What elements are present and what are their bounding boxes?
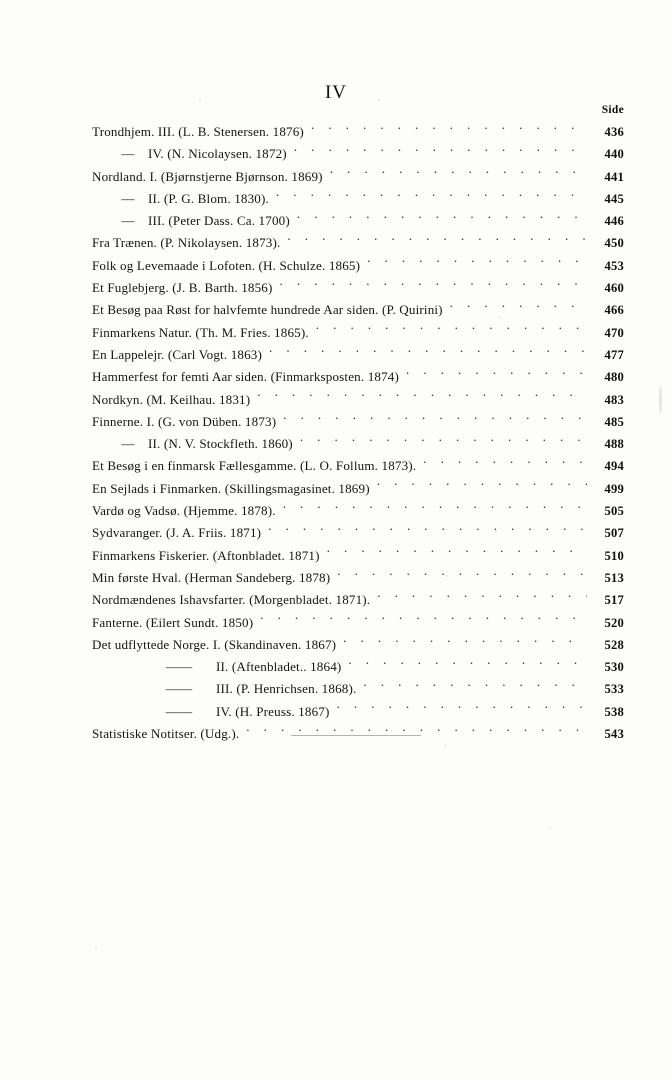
toc-entry[interactable] xyxy=(92,500,624,522)
scan-speck xyxy=(378,99,380,101)
toc-entry[interactable] xyxy=(92,567,624,589)
toc-entry-label: Et Besøg paa Røst for halvfemte hundrede Aar siden. (P. Quirini) xyxy=(92,302,443,318)
toc-entry[interactable] xyxy=(92,455,624,477)
toc-leader-dots xyxy=(300,435,587,448)
toc-entry-label: III. (P. Henrichsen. 1868). xyxy=(216,681,357,697)
toc-entry[interactable] xyxy=(92,678,624,700)
toc-entry-page-number: 488 xyxy=(604,437,624,452)
toc-leader-dots xyxy=(450,301,587,314)
toc-entry-page-number: 517 xyxy=(604,593,624,608)
toc-entry-page-number: 466 xyxy=(604,303,624,318)
toc-entry-page-number: 436 xyxy=(604,125,624,139)
toc-entry[interactable] xyxy=(92,389,624,411)
toc-entry-title xyxy=(142,656,341,677)
toc-entry[interactable] xyxy=(92,277,624,299)
toc-entry[interactable] xyxy=(92,232,624,254)
toc-entry-title xyxy=(92,322,309,343)
toc-entry-label: Fra Trænen. (P. Nikolaysen. 1873). xyxy=(92,235,281,251)
toc-leader-dots xyxy=(377,591,587,604)
toc-leader-dots xyxy=(330,168,587,181)
toc-entry-title xyxy=(92,277,273,298)
toc-entry-page-number: 470 xyxy=(604,325,624,340)
toc-entry-label: Sydvaranger. (J. A. Friis. 1871) xyxy=(92,525,262,541)
toc-entry[interactable] xyxy=(92,143,624,165)
toc-entry[interactable] xyxy=(92,166,624,188)
toc-leader-dots xyxy=(367,257,587,270)
page-column-heading: Side xyxy=(601,104,624,116)
toc-entry[interactable] xyxy=(92,411,624,433)
toc-leader-dots xyxy=(260,614,587,627)
toc-entry-label: II. (P. G. Blom. 1830). xyxy=(148,190,269,206)
scan-speck xyxy=(549,827,551,829)
toc-leader-dots xyxy=(283,413,587,426)
toc-leader-dots xyxy=(276,190,587,203)
toc-entry-label: Min første Hval. (Herman Sandeberg. 1878) xyxy=(92,569,331,585)
toc-entry-page-number: 485 xyxy=(604,414,624,429)
toc-entry-page-number: 494 xyxy=(604,459,624,474)
toc-entry-page-number: 528 xyxy=(604,637,624,652)
toc-entry-page-number: 530 xyxy=(604,660,624,675)
toc-entry-page-number: 445 xyxy=(604,191,624,206)
toc-entry-label: II. (Aftenbladet.. 1864) xyxy=(216,659,342,675)
toc-entry-title xyxy=(92,366,399,387)
toc-leader-dots xyxy=(269,346,587,359)
toc-entry-title xyxy=(92,255,360,276)
toc-entry-title xyxy=(92,567,330,588)
toc-entry-page-number: 543 xyxy=(604,727,624,742)
toc-entry-title xyxy=(92,478,370,499)
toc-entry-label: Et Besøg i en finmarsk Fællesgamme. (L. O. Follum. 1873). xyxy=(92,458,417,474)
toc-entry-title xyxy=(92,411,276,432)
toc-entry[interactable] xyxy=(92,255,624,277)
page-folio: IV xyxy=(324,82,348,103)
scan-speck xyxy=(199,98,201,100)
toc-entry-title xyxy=(108,143,287,164)
toc-leader-dots xyxy=(406,368,587,381)
toc-entry-page-number: 513 xyxy=(604,570,624,585)
toc-entry-page-number: 538 xyxy=(604,704,624,719)
toc-entry-label: Fanterne. (Eilert Sundt. 1850) xyxy=(92,614,254,630)
toc-entry-title xyxy=(108,210,290,231)
toc-leader-dots xyxy=(268,524,587,537)
toc-entry-label: Folk og Levemaade i Lofoten. (H. Schulze. 1865) xyxy=(92,257,361,273)
toc-entry-page-number: 507 xyxy=(604,526,624,541)
scan-speck xyxy=(498,316,500,318)
toc-entry-title xyxy=(92,389,250,410)
toc-entry-title xyxy=(108,433,293,454)
toc-entry-label: Hammerfest for femti Aar siden. (Finmarksposten. 1874) xyxy=(92,369,400,385)
toc-entry[interactable] xyxy=(92,322,624,344)
toc-entry[interactable] xyxy=(92,701,624,723)
toc-leader-dots xyxy=(377,480,587,493)
toc-entry[interactable] xyxy=(92,299,624,321)
scan-edge-mark xyxy=(659,386,662,414)
toc-entry-label: Finnerne. I. (G. von Düben. 1873) xyxy=(92,413,277,429)
toc-leader-dots xyxy=(423,457,587,470)
toc-entry-label: Trondhjem. III. (L. B. Stenersen. 1876) xyxy=(92,124,304,139)
toc-leader-dots xyxy=(294,145,587,158)
toc-leader-dots xyxy=(336,703,587,716)
toc-entry-title xyxy=(92,299,443,320)
toc-entry-page-number: 460 xyxy=(604,281,624,296)
toc-entry-page-number: 505 xyxy=(604,504,624,519)
toc-leader-dots xyxy=(297,212,587,225)
toc-leader-dots xyxy=(280,279,587,292)
toc-entry-title xyxy=(92,612,253,633)
toc-entry-page-number: 446 xyxy=(604,214,624,229)
toc-entry-label: Finmarkens Fiskerier. (Aftonbladet. 1871) xyxy=(92,547,320,563)
toc-leader-dots xyxy=(257,391,587,404)
toc-entry-label: IV. (N. Nicolaysen. 1872) xyxy=(148,146,287,162)
toc-entry-label: Statistiske Notitser. (Udg.). xyxy=(92,726,240,742)
scan-speck xyxy=(444,745,446,747)
scan-speck xyxy=(495,530,497,532)
toc-entry-title xyxy=(92,166,323,187)
toc-leader-dots xyxy=(348,658,587,671)
toc-entry-label: III. (Peter Dass. Ca. 1700) xyxy=(148,213,290,229)
toc-entry-label: Vardø og Vadsø. (Hjemme. 1878). xyxy=(92,503,276,519)
toc-entry[interactable] xyxy=(92,121,624,143)
scan-speck xyxy=(331,440,333,442)
toc-entry-page-number: 533 xyxy=(604,682,624,697)
toc-entry-label: II. (N. V. Stockfleth. 1860) xyxy=(148,436,293,452)
toc-entry[interactable] xyxy=(92,366,624,388)
toc-leader-dots xyxy=(246,725,587,738)
toc-entry-dash: —— xyxy=(165,659,193,675)
toc-entry[interactable] xyxy=(92,634,624,656)
toc-entry-dash: — xyxy=(121,436,135,452)
toc-entry-page-number: 450 xyxy=(604,236,624,251)
toc-entry[interactable] xyxy=(92,344,624,366)
toc-entry[interactable] xyxy=(92,433,624,455)
toc-entry[interactable] xyxy=(92,188,624,210)
toc-entry[interactable] xyxy=(92,656,624,678)
toc-entry-title xyxy=(92,344,262,365)
toc-leader-dots xyxy=(311,123,587,136)
toc-leader-dots xyxy=(287,234,587,247)
toc-entry-title xyxy=(92,522,261,543)
toc-entry-page-number: 510 xyxy=(604,548,624,563)
toc-entry-page-number: 477 xyxy=(604,347,624,362)
toc-entry-page-number: 441 xyxy=(604,169,624,184)
toc-entry-label: Et Fuglebjerg. (J. B. Barth. 1856) xyxy=(92,280,273,296)
toc-entry-label: En Lappelejr. (Carl Vogt. 1863) xyxy=(92,346,262,362)
toc-entry-label: Nordland. I. (Bjørnstjerne Bjørnson. 1869) xyxy=(92,168,323,184)
toc-entry-page-number: 483 xyxy=(604,392,624,407)
toc-leader-dots xyxy=(283,502,587,515)
toc-entry-label: IV. (H. Preuss. 1867) xyxy=(216,703,330,719)
toc-entry[interactable] xyxy=(92,478,624,500)
toc-entry-page-number: 440 xyxy=(604,147,624,162)
toc-entry-title xyxy=(92,232,280,253)
toc-leader-dots xyxy=(327,547,587,560)
toc-entry-title xyxy=(108,188,269,209)
toc-leader-dots xyxy=(316,324,587,337)
toc-entry-dash: —— xyxy=(165,681,193,697)
toc-entry-dash: — xyxy=(121,146,135,162)
toc-entry-title xyxy=(92,589,370,610)
toc-entry-title xyxy=(92,634,336,655)
toc-leader-dots xyxy=(337,569,587,582)
toc-entry-title xyxy=(92,455,416,476)
toc-entry-page-number: 453 xyxy=(604,258,624,273)
toc-entry-page-number: 480 xyxy=(604,370,624,385)
toc-entry-page-number: 499 xyxy=(604,481,624,496)
toc-entry-title xyxy=(142,678,356,699)
scan-speck xyxy=(95,946,97,948)
toc-entry-page-number: 520 xyxy=(604,615,624,630)
toc-entry[interactable] xyxy=(92,612,624,634)
toc-entry-dash: — xyxy=(121,190,135,206)
toc-entry-title xyxy=(92,723,239,744)
toc-entry[interactable] xyxy=(92,522,624,544)
footer-rule xyxy=(291,735,421,736)
scan-speck xyxy=(446,575,448,577)
toc-entry-title xyxy=(92,500,276,521)
toc-entry[interactable] xyxy=(92,210,624,232)
toc-entry-label: Nordmændenes Ishavsfarter. (Morgenbladet. 1871). xyxy=(92,592,371,608)
toc-leader-dots xyxy=(363,680,587,693)
toc-entry-dash: —— xyxy=(165,703,193,719)
toc-entry-dash: — xyxy=(121,213,135,229)
toc-entry[interactable] xyxy=(92,589,624,611)
table-of-contents xyxy=(92,121,624,745)
toc-entry-label: Det udflyttede Norge. I. (Skandinaven. 1867) xyxy=(92,636,337,652)
toc-entry-title xyxy=(92,121,304,142)
toc-entry[interactable] xyxy=(92,545,624,567)
toc-entry-label: En Sejlads i Finmarken. (Skillingsmagasinet. 1869) xyxy=(92,480,370,496)
toc-entry-label: Finmarkens Natur. (Th. M. Fries. 1865). xyxy=(92,324,309,340)
toc-entry-label: Nordkyn. (M. Keilhau. 1831) xyxy=(92,391,251,407)
toc-entry-title xyxy=(142,701,329,722)
toc-leader-dots xyxy=(343,636,587,649)
toc-entry-title xyxy=(92,545,320,566)
